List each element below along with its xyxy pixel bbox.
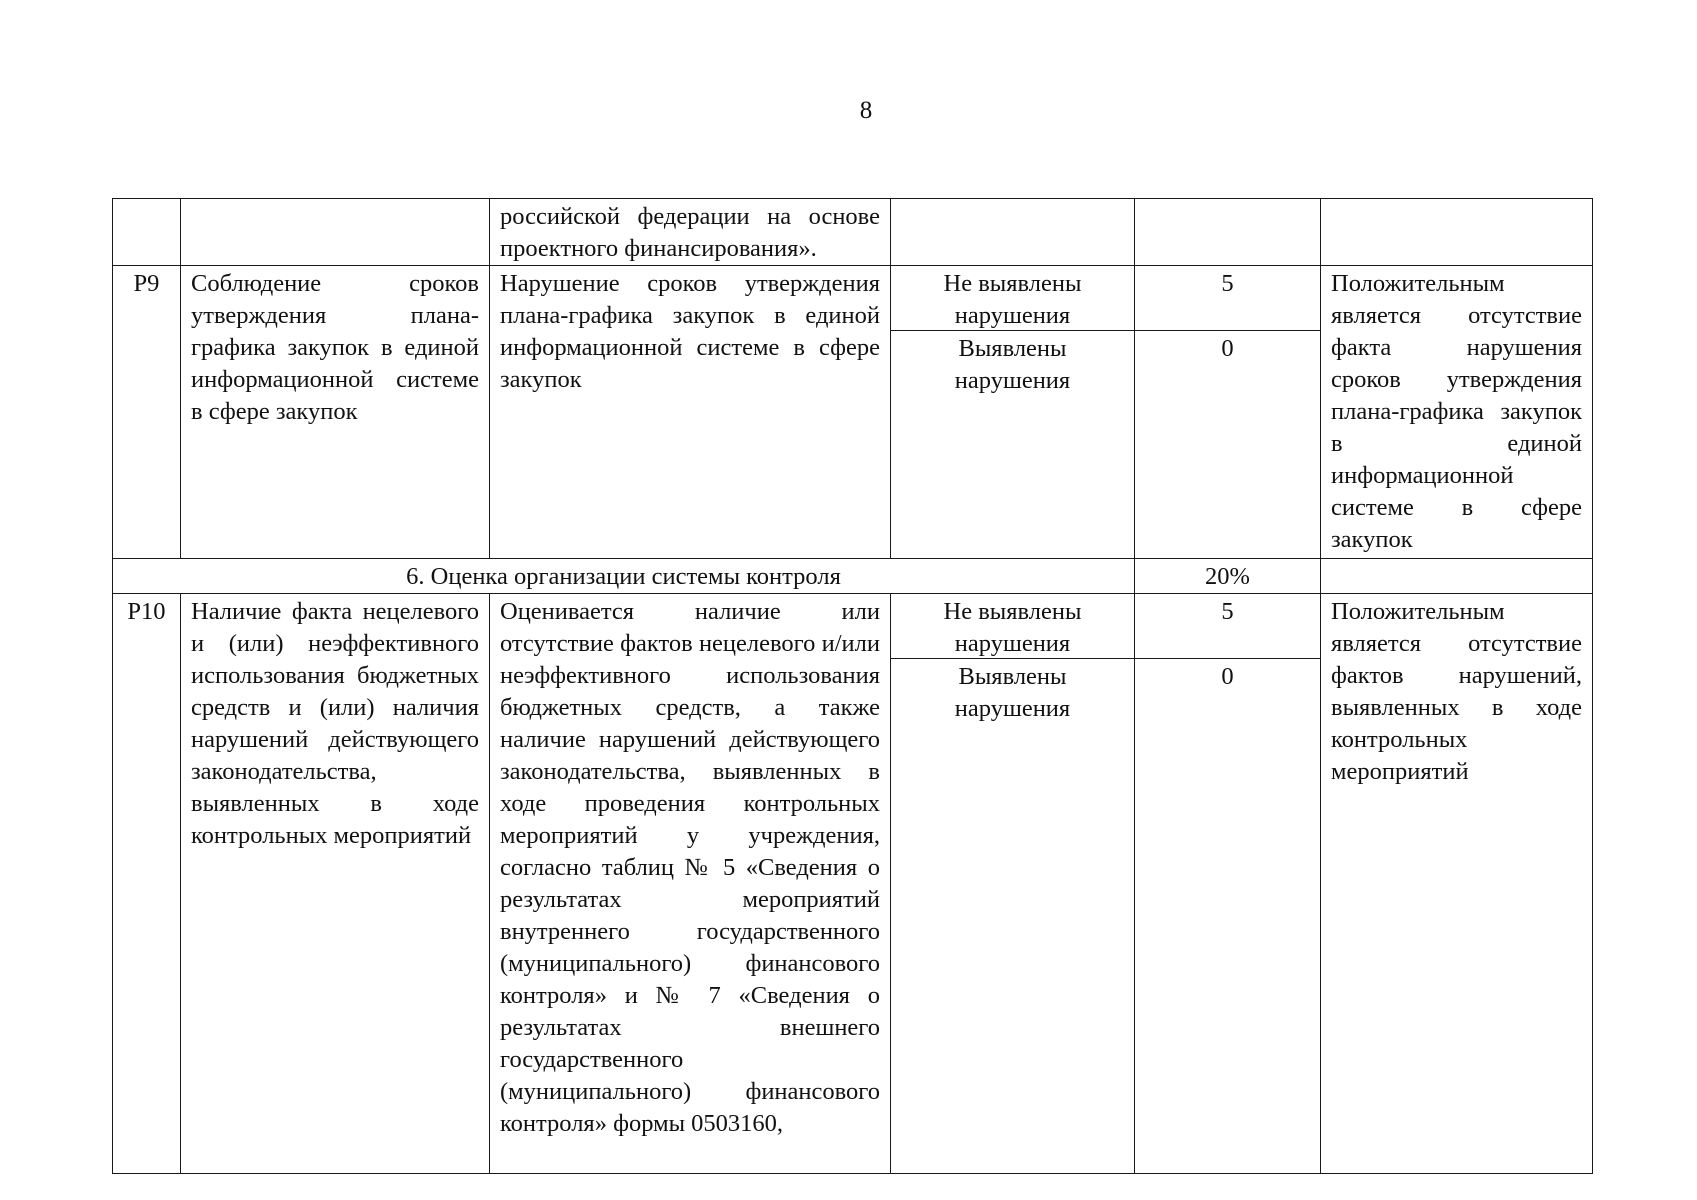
indicator-note: Положительным является отсутствие фактов нарушений, выявленных в ходе контрольных мероприятий	[1321, 594, 1593, 1174]
option-no-violations: Не выявлены нарушения	[891, 594, 1134, 659]
section-title: 6. Оценка организации системы контроля	[113, 559, 1135, 594]
cell-note-empty	[1321, 199, 1593, 266]
cell-id-empty	[113, 199, 181, 266]
cell-name-empty	[181, 199, 490, 266]
indicator-options	[891, 266, 1135, 559]
indicator-note: Положительным является отсутствие факта нарушения сроков утверждения плана-графика закупок в единой информационной системе в сфере закупок	[1321, 266, 1593, 559]
table-row-continuation	[113, 199, 1593, 266]
option-violations: Выявлены нарушения	[954, 335, 1071, 394]
score-violations: 0	[1221, 663, 1234, 690]
indicator-scores	[1135, 594, 1321, 1174]
score-violations: 0	[1221, 335, 1234, 362]
option-no-violations: Не выявлены нарушения	[891, 266, 1134, 331]
indicator-name: Наличие факта нецелевого и (или) неэффективного использования бюджетных средств и (или) наличия нарушений действующего законодательства, выявленных в ходе контрольных мероприятий	[181, 594, 490, 1174]
section-note-empty	[1321, 559, 1593, 594]
table-row-p10	[113, 594, 1593, 1174]
indicator-id: Р10	[113, 594, 181, 1174]
option-violations: Выявлены нарушения	[954, 663, 1071, 722]
indicator-options	[891, 594, 1135, 1174]
indicator-name: Соблюдение сроков утверждения плана-графика закупок в единой информационной системе в сфере закупок	[181, 266, 490, 559]
cell-score-empty	[1135, 199, 1321, 266]
table-row-p9	[113, 266, 1593, 559]
indicators-table	[112, 198, 1593, 1174]
page-number: 8	[859, 97, 873, 124]
indicator-id: Р9	[113, 266, 181, 559]
cell-description-continuation: российской федерации на основе проектного финансирования».	[490, 199, 891, 266]
indicator-description: Оценивается наличие или отсутствие фактов нецелевого и/или неэффективного использования бюджетных средств, а также наличие нарушений действующего законодательства, выявленных в ходе проведения контрольных мероприятий у учреждения, согласно таблиц № 5 «Сведения о результатах мероприятий внутреннего государственного (муниципального) финансового контроля» и № 7 «Сведения о результатах внешнего государственного (муниципального) финансового контроля» формы 0503160,	[490, 594, 891, 1174]
section-weight: 20%	[1135, 559, 1321, 594]
indicator-description: Нарушение сроков утверждения плана-графика закупок в единой информационной системе в сфере закупок	[490, 266, 891, 559]
cell-option-empty	[891, 199, 1135, 266]
section-row	[113, 559, 1593, 594]
score-no-violations: 5	[1135, 594, 1320, 659]
score-no-violations: 5	[1135, 266, 1320, 331]
indicator-scores	[1135, 266, 1321, 559]
